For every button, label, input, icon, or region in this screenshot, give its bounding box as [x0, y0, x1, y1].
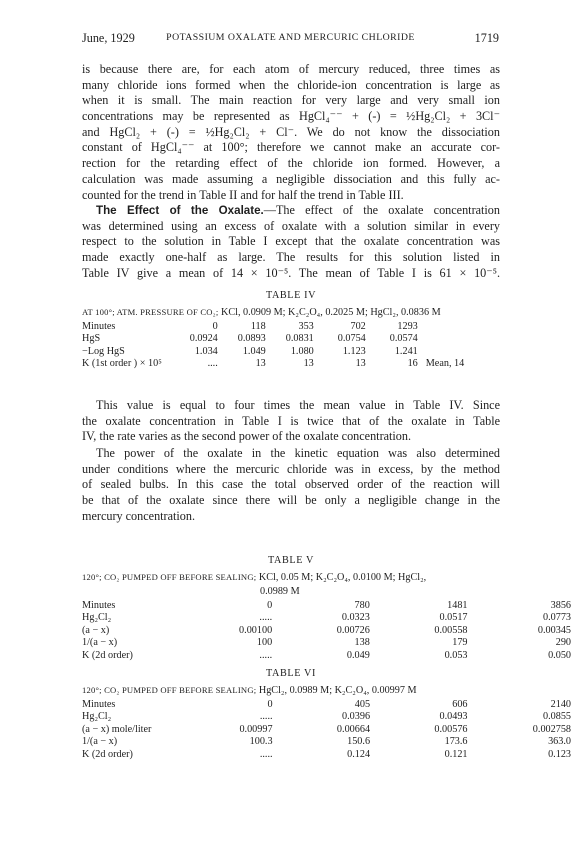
row-label: Hg₂Cl₂: [82, 612, 112, 624]
cell: 2140: [550, 699, 571, 710]
table-v-caption: TABLE V: [268, 555, 314, 566]
row-label: Minutes: [82, 600, 116, 611]
text-line: the oxalate concentration in Table I is twice that of the oxalate in Table: [82, 413, 500, 428]
cell: 150.6: [347, 736, 371, 748]
conditions-text: KCl, 0.0909 M; K₂C₂O₄, 0.2025 M; HgCl₂, 0.0836 M: [218, 307, 441, 318]
row-label: K (1st order ) × 10⁵: [82, 358, 162, 370]
row-label: Minutes: [82, 321, 116, 332]
cell: 1.034: [194, 345, 218, 357]
table-row: [82, 600, 571, 612]
row-label: −Log HgS: [82, 345, 125, 357]
paragraph-chloride-effect: [82, 62, 500, 203]
cell: 138: [354, 637, 370, 649]
table-v-conditions: [82, 571, 502, 584]
table-vi-conditions: [82, 684, 502, 697]
cell: 0.002758: [532, 723, 571, 735]
cell: 100: [256, 637, 273, 649]
cell: 13: [255, 358, 266, 370]
cell: 0.0574: [389, 333, 418, 345]
cell: 13: [355, 358, 366, 370]
table-v: [82, 600, 571, 662]
text-line: be that of the oxalate since there will be only a negligible change in the: [82, 493, 500, 508]
table-row: [82, 637, 571, 649]
row-label: (a − x) mole/liter: [82, 723, 152, 735]
cell: 606: [452, 699, 468, 710]
cell: 1.080: [290, 345, 314, 357]
cell: 0.0924: [189, 333, 218, 345]
text-line: is because there are, for each atom of mercury reduced, three times as: [82, 62, 500, 76]
row-label: (a − x): [82, 624, 110, 636]
cell: 173.6: [444, 736, 468, 748]
page-number: 1719: [474, 31, 499, 45]
row-label: 1/(a − x): [82, 637, 118, 649]
cell: 780: [354, 600, 370, 611]
row-label: K (2d order): [82, 649, 133, 661]
cell: 0.0855: [542, 711, 571, 723]
table-row: [82, 346, 476, 358]
text-line: counted for the trend in Table II and for half the trend in Table III.: [82, 187, 404, 202]
cell: 405: [354, 699, 371, 710]
table-vi: [82, 699, 571, 761]
table-row: [82, 358, 476, 370]
table-row: [82, 612, 571, 624]
text-line: IV, the rate varies as the second power of the oxalate concentration.: [82, 429, 412, 444]
conditions-prefix: AT 100°; ATM. PRESSURE OF CO₂;: [82, 307, 219, 317]
conditions-text: HgCl₂, 0.0989 M; K₂C₂O₄, 0.00997 M: [256, 685, 417, 696]
cell: 0.00100: [239, 624, 273, 636]
text-line: and HgCl₂ + (-) = ½Hg₂Cl₂ + Cl⁻. We do not know the dissociation: [82, 124, 500, 139]
table-iv: [82, 321, 476, 371]
conditions-prefix: 120°; CO₂ PUMPED OFF BEFORE SEALING;: [82, 685, 257, 695]
cell: ....: [207, 358, 218, 370]
table-iv-caption: TABLE IV: [265, 290, 317, 301]
paragraph-oxalate-effect: [82, 203, 500, 281]
text-line: under conditions where the mercuric chloride was in excess, by the method: [82, 461, 500, 476]
cell: 1293: [397, 321, 418, 332]
text-line: rection for the retarding effect of the chloride ion formed. However, a: [82, 156, 500, 171]
cell: 16: [407, 358, 418, 370]
heading-continuation: —The effect of the oxalate concentration: [263, 203, 500, 217]
paragraph-sealed-bulbs: [82, 446, 500, 524]
cell: 0.050: [548, 649, 571, 661]
text-line: concentrations may be represented as HgCl₄⁻⁻ + (-) = ½Hg₂Cl₂ + 3Cl⁻: [82, 109, 500, 124]
cell: 100.3: [249, 736, 273, 748]
cell: .....: [259, 748, 273, 760]
cell: 290: [555, 637, 571, 649]
cell: 0.00726: [336, 624, 370, 636]
cell: 0.0517: [439, 612, 468, 624]
cell: .....: [259, 612, 273, 624]
cell: 0: [267, 600, 273, 611]
cell: [418, 346, 476, 358]
table-row: [82, 749, 571, 761]
text-line: This value is equal to four times the mean value in Table IV. Since: [96, 398, 500, 412]
table-row: [82, 711, 571, 723]
text-line: [82, 203, 500, 219]
table-row: [82, 650, 571, 662]
cell: 3856: [550, 600, 571, 611]
cell: 118: [250, 321, 266, 332]
text-line: when it is small. The main reaction for very large and very small ion: [82, 93, 500, 108]
conditions-text: KCl, 0.05 M; K₂C₂O₄, 0.0100 M; HgCl₂,: [256, 572, 427, 583]
text-line: mercury concentration.: [82, 508, 196, 523]
table-row: [82, 736, 571, 748]
section-heading: The Effect of the Oxalate.: [96, 204, 264, 217]
cell: 0.0396: [342, 711, 371, 723]
text-line: made exactly one-half as large. The results for this solution listed in: [82, 250, 500, 265]
cell: 0.00345: [537, 624, 571, 636]
cell: 1.241: [394, 345, 418, 357]
row-label: Minutes: [82, 699, 116, 710]
text-line: Table IV give a mean of 14 × 10⁻⁵. The mean of Table I is 61 × 10⁻⁵.: [82, 265, 500, 280]
cell: 0.0893: [237, 333, 266, 345]
cell: 0.00664: [336, 723, 371, 735]
issue-date: June, 1929: [82, 31, 135, 45]
table-v-conditions-cont: 0.0989 M: [260, 586, 300, 597]
text-line: constant of HgCl₄⁻⁻ at 100°; therefore we cannot make an accurate cor-: [82, 140, 500, 155]
row-label: 1/(a − x): [82, 736, 118, 748]
table-row: [82, 724, 571, 736]
cell: 0.0754: [337, 333, 366, 345]
table-row: [82, 333, 476, 345]
cell: 0.124: [347, 748, 371, 760]
table-row: [82, 699, 571, 711]
row-label: HgS: [82, 333, 101, 345]
table-iv-conditions: [82, 306, 502, 319]
text-line: of sealed bulbs. In this case the total observed order of the reaction will: [82, 477, 500, 492]
text-line: was determined using an excess of oxalate with a solution similar in every: [82, 218, 500, 233]
cell: [418, 321, 476, 333]
text-line: many chloride ions formed when the chloride-ion concentration is large as: [82, 77, 500, 92]
cell: 13: [303, 358, 314, 370]
cell: 179: [452, 637, 468, 649]
table-vi-caption: TABLE VI: [266, 668, 316, 679]
cell: 0.00997: [239, 723, 273, 735]
cell: 0: [212, 321, 218, 332]
cell: 702: [350, 321, 366, 332]
cell: .....: [259, 711, 273, 723]
cell: 0.121: [444, 748, 468, 760]
cell: 1.049: [242, 345, 266, 357]
paragraph-second-power: [82, 398, 500, 445]
text-line: calculation was made assuming a negligible dissociation and this fully ac-: [82, 171, 500, 186]
row-label: K (2d order): [82, 748, 133, 760]
cell: 1.123: [342, 345, 366, 357]
cell: 363.0: [548, 736, 571, 748]
text-line: The power of the oxalate in the kinetic equation was also determined: [96, 446, 500, 460]
cell: 0.123: [548, 748, 571, 760]
cell: 0.0831: [285, 333, 314, 345]
table-row: [82, 625, 571, 637]
cell: 353: [298, 321, 314, 332]
cell: 0.00558: [434, 624, 468, 636]
cell: Mean, 14: [425, 358, 465, 370]
text-line: respect to the solution in Table I except that the oxalate concentration was: [82, 234, 500, 249]
cell: 0.049: [346, 649, 370, 661]
cell: 0.0323: [341, 612, 370, 624]
cell: 0.00576: [434, 723, 468, 735]
cell: 1481: [447, 600, 468, 611]
row-label: Hg₂Cl₂: [82, 711, 112, 723]
conditions-prefix: 120°; CO₂ PUMPED OFF BEFORE SEALING;: [82, 572, 257, 582]
cell: 0: [267, 699, 273, 710]
cell: .....: [259, 649, 273, 661]
cell: 0.053: [444, 649, 468, 661]
running-title: POTASSIUM OXALATE AND MERCURIC CHLORIDE: [166, 32, 415, 43]
running-header: [82, 31, 499, 47]
cell: 0.0493: [439, 711, 468, 723]
cell: [418, 333, 476, 345]
table-row: [82, 321, 476, 333]
cell: 0.0773: [542, 612, 571, 624]
